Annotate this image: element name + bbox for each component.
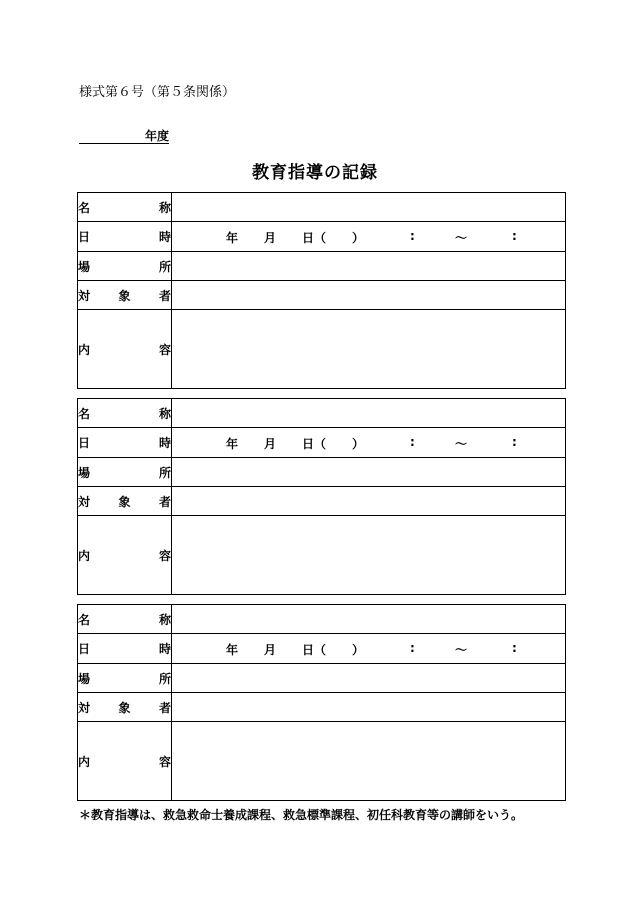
label-char: 場 <box>78 671 91 686</box>
label-place <box>78 664 172 693</box>
datetime-tilde: 〜 <box>455 231 468 245</box>
label-char: 称 <box>158 406 171 421</box>
label-char: 者 <box>158 700 171 715</box>
row-content <box>78 722 566 801</box>
datetime-month: 月 <box>264 437 277 451</box>
label-place <box>78 458 172 487</box>
label-char: 場 <box>78 259 91 274</box>
label-char: 対 <box>78 700 91 715</box>
label-char: 容 <box>158 754 171 769</box>
place-value[interactable] <box>172 664 566 693</box>
datetime-value[interactable] <box>172 222 566 252</box>
row-target <box>78 487 566 516</box>
row-place <box>78 664 566 693</box>
row-datetime <box>78 634 566 664</box>
datetime-colon: : <box>512 435 517 449</box>
page-title: 教育指導の記録 <box>252 163 378 183</box>
label-content <box>78 722 172 801</box>
label-target <box>78 487 172 516</box>
label-char: 象 <box>118 288 131 303</box>
label-char: 内 <box>78 548 91 563</box>
label-target <box>78 281 172 310</box>
datetime-day: 日（ <box>302 231 327 245</box>
label-char: 名 <box>78 406 91 421</box>
label-char: 所 <box>158 465 171 480</box>
label-datetime <box>78 222 172 252</box>
label-content <box>78 310 172 389</box>
row-name <box>78 193 566 222</box>
row-target <box>78 281 566 310</box>
label-char: 内 <box>78 342 91 357</box>
label-char: 象 <box>118 494 131 509</box>
label-char: 名 <box>78 612 91 627</box>
datetime-colon: : <box>410 435 415 449</box>
label-datetime <box>78 634 172 664</box>
row-datetime <box>78 222 566 252</box>
content-value[interactable] <box>172 310 566 389</box>
label-char: 称 <box>158 200 171 215</box>
year-label: 年度 <box>144 129 169 143</box>
name-value[interactable] <box>172 399 566 428</box>
label-char: 称 <box>158 612 171 627</box>
place-value[interactable] <box>172 252 566 281</box>
label-char: 象 <box>118 700 131 715</box>
year-field[interactable] <box>79 127 169 144</box>
row-name <box>78 605 566 634</box>
label-place <box>78 252 172 281</box>
label-name <box>78 605 172 634</box>
datetime-colon: : <box>512 641 517 655</box>
label-char: 容 <box>158 342 171 357</box>
row-name <box>78 399 566 428</box>
datetime-year: 年 <box>226 437 239 451</box>
label-char: 時 <box>158 230 171 244</box>
label-char: 対 <box>78 288 91 303</box>
row-content <box>78 310 566 389</box>
label-content <box>78 516 172 595</box>
target-value[interactable] <box>172 693 566 722</box>
label-char: 者 <box>158 288 171 303</box>
label-char: 所 <box>158 259 171 274</box>
name-value[interactable] <box>172 605 566 634</box>
datetime-day: 日（ <box>302 643 327 657</box>
content-value[interactable] <box>172 516 566 595</box>
label-target <box>78 693 172 722</box>
datetime-colon: : <box>512 229 517 243</box>
row-target <box>78 693 566 722</box>
label-char: 時 <box>158 436 171 450</box>
datetime-month: 月 <box>264 231 277 245</box>
footnote: ＊教育指導は、救急救命士養成課程、救急標準課程、初任科教育等の講師をいう。 <box>79 808 524 822</box>
label-char: 対 <box>78 494 91 509</box>
datetime-year: 年 <box>226 643 239 657</box>
name-value[interactable] <box>172 193 566 222</box>
row-place <box>78 458 566 487</box>
datetime-value[interactable] <box>172 428 566 458</box>
row-datetime <box>78 428 566 458</box>
label-char: 日 <box>78 642 91 656</box>
record-table <box>77 398 566 595</box>
datetime-day_close: ） <box>352 643 365 657</box>
datetime-day_close: ） <box>352 231 365 245</box>
datetime-tilde: 〜 <box>455 643 468 657</box>
datetime-colon: : <box>410 641 415 655</box>
label-name <box>78 399 172 428</box>
datetime-value[interactable] <box>172 634 566 664</box>
datetime-month: 月 <box>264 643 277 657</box>
content-value[interactable] <box>172 722 566 801</box>
row-content <box>78 516 566 595</box>
label-char: 日 <box>78 230 91 244</box>
label-char: 者 <box>158 494 171 509</box>
target-value[interactable] <box>172 487 566 516</box>
label-char: 内 <box>78 754 91 769</box>
row-place <box>78 252 566 281</box>
label-char: 名 <box>78 200 91 215</box>
label-name <box>78 193 172 222</box>
form-number: 様式第６号（第５条関係） <box>79 85 236 100</box>
label-char: 時 <box>158 642 171 656</box>
label-char: 場 <box>78 465 91 480</box>
label-char: 所 <box>158 671 171 686</box>
datetime-tilde: 〜 <box>455 437 468 451</box>
datetime-colon: : <box>410 229 415 243</box>
place-value[interactable] <box>172 458 566 487</box>
datetime-day_close: ） <box>352 437 365 451</box>
label-char: 容 <box>158 548 171 563</box>
record-table <box>77 192 566 389</box>
datetime-day: 日（ <box>302 437 327 451</box>
record-table <box>77 604 566 801</box>
label-char: 日 <box>78 436 91 450</box>
target-value[interactable] <box>172 281 566 310</box>
datetime-year: 年 <box>226 231 239 245</box>
label-datetime <box>78 428 172 458</box>
